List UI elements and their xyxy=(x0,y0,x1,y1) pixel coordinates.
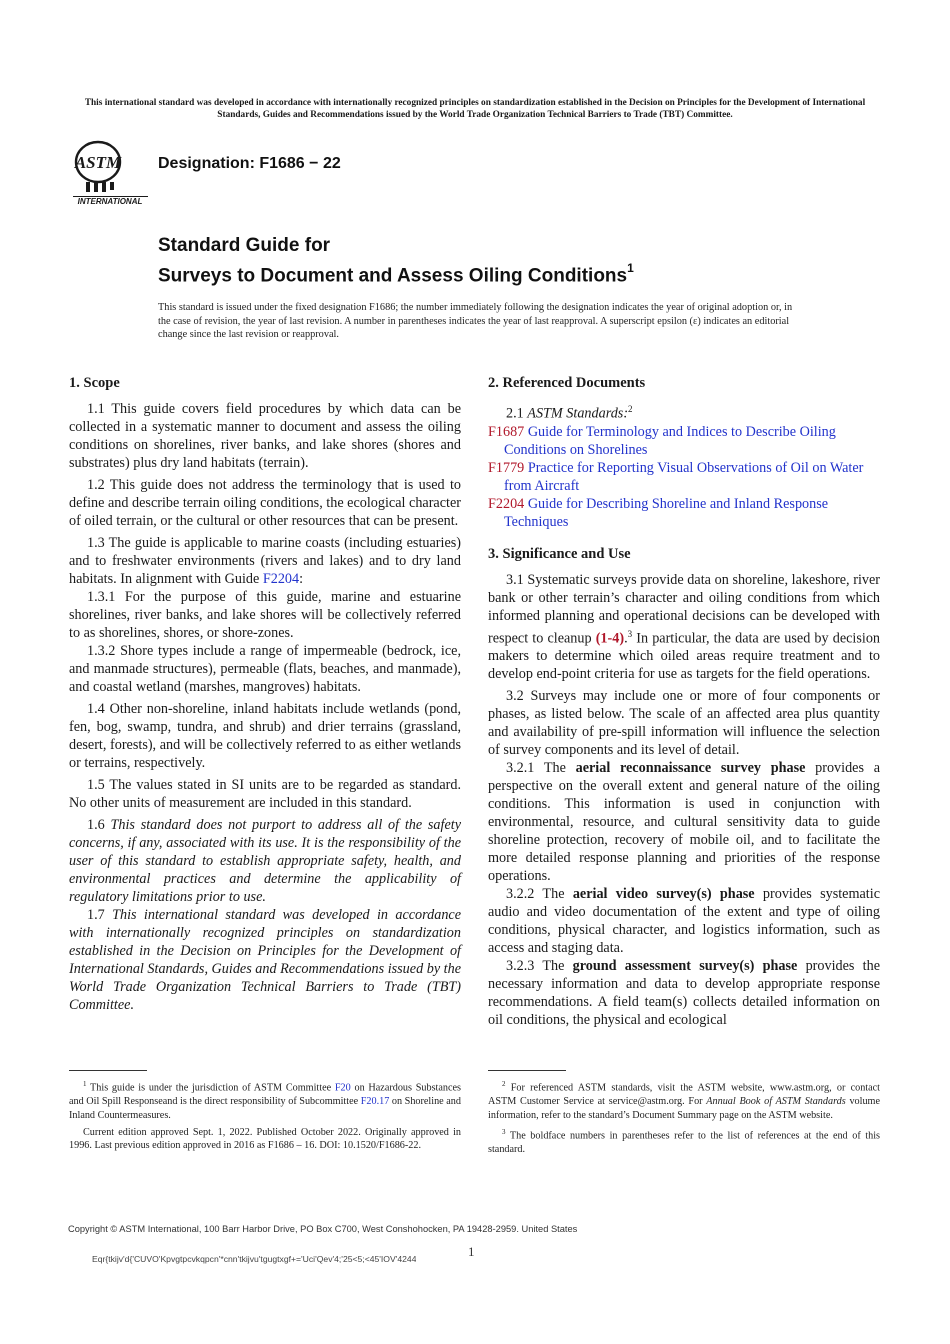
para-1-3-2: 1.3.2 Shore types include a range of impermeable (bedrock, ice, and manmade structures), permeable (flats, beaches, and manmade), and coastal wetland (marshes, mangroves) habitats. xyxy=(69,643,461,695)
footnote-3: $^3$ The boldface numbers in parentheses refer to the list of references at the end of this standard. xyxy=(488,1127,880,1155)
svg-text:ASTM: ASTM xyxy=(74,153,122,172)
footnotes-left xyxy=(69,1078,461,1156)
para-3-2: 3.2 Surveys may include one or more of four components or phases, as listed below. The scale of an affected area plus quantity and availability of pre-spill information will influence the selection of survey components and its level of detail. xyxy=(488,688,880,759)
footnote-rule-right xyxy=(488,1070,566,1071)
para-1-3: 1.3 The guide is applicable to marine coasts (including estuaries) and to freshwater environments (rivers and lakes) and to dry land habitats. In alignment with Guide F2204: xyxy=(69,535,461,587)
copyright: Copyright © ASTM International, 100 Barr Harbor Drive, PO Box C700, West Conshohocken, PA 19428-2959. United States xyxy=(68,1224,578,1234)
left-column xyxy=(69,374,461,1018)
astm-logo xyxy=(70,138,150,208)
referenced-documents-heading: 2. Referenced Documents xyxy=(488,375,646,391)
ref-f2204[interactable]: F2204 Guide for Describing Shoreline and Inland Response Techniques xyxy=(488,495,829,530)
development-notice: This international standard was developed in accordance with internationally recognized principles on standardization established in the Decision on Principles for the Development of International Standards, Guides and Recommendations issued by the World Trade Organization Technical Barriers to Trade (TBT) Committee. xyxy=(84,98,866,120)
right-column xyxy=(488,374,880,1029)
issued-note: This standard is issued under the fixed designation F1686; the number immediately following the designation indicates the year of original adoption or, in the case of revision, the year of last revision. A number in parentheses indicates the year of last reapproval. A superscript epsilon (ε) indicates an editorial change since the last revision or reapproval. xyxy=(158,302,793,340)
footnote-1-edition: Current edition approved Sept. 1, 2022. Published October 2022. Originally approved in 1996. Last previous edition approved in 2016 as F1686 – 16. DOI: 10.1520/F1686-22. xyxy=(69,1126,461,1152)
link-f20[interactable]: F20 xyxy=(334,1082,351,1094)
para-1-1: 1.1 This guide covers field procedures by which data can be collected in a systematic manner to document and assess the oiling conditions on shorelines, river banks, and lake shores (shores and substrates) plus dry land habitats (terrain). xyxy=(69,401,461,471)
page-number: 1 xyxy=(468,1244,475,1259)
para-1-6: 1.6 This standard does not purport to address all of the safety concerns, if any, associated with its use. It is the responsibility of the user of this standard to establish appropriate safety, health, and environmental practices and determine the applicability of regulatory limitations prior to use. xyxy=(69,817,461,905)
para-1-4: 1.4 Other non-shoreline, inland habitats include wetlands (pond, fen, bog, swamp, tundra, and shrub) and drier terrains (grassland, desert, forests), and will be collectively referred to as either wetlands or terrains, respectively. xyxy=(69,701,461,771)
logo-international-text: INTERNATIONAL xyxy=(77,197,143,206)
scope-heading: 1. Scope xyxy=(69,375,120,391)
link-f2204[interactable]: F2204 xyxy=(262,571,300,587)
para-1-3-1: 1.3.1 For the purpose of this guide, marine and estuarine shorelines, river banks, and lake shores will be collectively referred to as shorelines, shores, or shore-zones. xyxy=(69,589,461,641)
footnotes-right xyxy=(488,1078,880,1159)
ref-f1779[interactable]: F1779 Practice for Reporting Visual Observations of Oil on Water from Aircraft xyxy=(488,459,864,494)
significance-heading: 3. Significance and Use xyxy=(488,545,631,562)
para-3-1: 3.1 Systematic surveys provide data on shoreline, lakeshore, river bank or other terrain’s character and oiling conditions from which informed planning and operational decisions can be developed with respect to cleanup (1-4).$^3$ In particular, the data are used by decision makers to determine which oiled areas require treatment and to develop end-point criteria for use as targets for the field operations. xyxy=(488,571,881,683)
link-f20-17[interactable]: F20.17 xyxy=(360,1096,390,1108)
designation: Designation: F1686 − 22 xyxy=(158,155,341,172)
title-line-2: Surveys to Document and Assess Oiling Conditions$^1$ xyxy=(158,261,634,287)
footnote-2: $^2$ For referenced ASTM standards, visit the ASTM website, www.astm.org, or contact ASTM Customer Service at service@astm.org. For Annual Book of ASTM Standards volume information, refer to the standard’s Document Summary page on the ASTM website. xyxy=(488,1080,881,1121)
para-3-2-3: 3.2.3 The ground assessment survey(s) phase provides the necessary information and data to develop appropriate response recommendations. A field team(s) collects detailed information on oil conditions, the physical and ecological xyxy=(488,958,880,1029)
para-1-7: 1.7 This international standard was developed in accordance with internationally recognized principles on standardization established in the Decision on Principles for the Development of International Standards, Guides and Recommendations issued by the World Trade Organization Technical Barriers to Trade (TBT) Committee. xyxy=(69,907,462,1013)
para-1-5: 1.5 The values stated in SI units are to be regarded as standard. No other units of measurement are included in this standard. xyxy=(69,777,461,811)
title-footnote-marker: 1 xyxy=(627,261,634,275)
para-1-2: 1.2 This guide does not address the terminology that is used to define and describe terrain oiling conditions, the ecological character of oiled terrain, or the cultural or other resources that can be present. xyxy=(69,477,461,529)
document-title xyxy=(158,233,634,288)
reference-link-1-4[interactable]: (1-4) xyxy=(595,630,625,647)
ref-f1687[interactable]: F1687 Guide for Terminology and Indices to Describe Oiling Conditions on Shorelines xyxy=(488,423,836,458)
para-2-1: 2.1 ASTM Standards:$^2$ xyxy=(506,404,633,422)
para-3-2-2: 3.2.2 The aerial video survey(s) phase provides systematic audio and video documentation of the extent and type of oiling conditions, physical character, and logistics information, such as access and staging data. xyxy=(488,886,880,957)
footnote-rule-left xyxy=(69,1070,147,1071)
title-line-1: Standard Guide for xyxy=(158,235,331,256)
footnote-1: $^1$ This guide is under the jurisdiction of ASTM Committee F20 on Hazardous Substances and Oil Spill Responseand is the direct responsibility of Subcommittee F20.17 on Shoreline and Inland Countermeasures. xyxy=(69,1080,461,1121)
para-3-2-1: 3.2.1 The aerial reconnaissance survey phase provides a perspective on the overall extent and general nature of the oiling conditions. This information is used in conjunction with environmental, resource, and cultural sensitivity data to guide shoreline protection, recovery of mobile oil, and to facilitate the more detailed response planning and priorities of the response operations. xyxy=(488,760,880,885)
download-stamp: Eqr{tkijv'd{'CUVO'Kpvgtpcvkqpcn'*cnn'tkijvu'tgugtxgf+='Uci'Qev'4;'25<5;<45'IOV'4244 xyxy=(92,1254,417,1264)
